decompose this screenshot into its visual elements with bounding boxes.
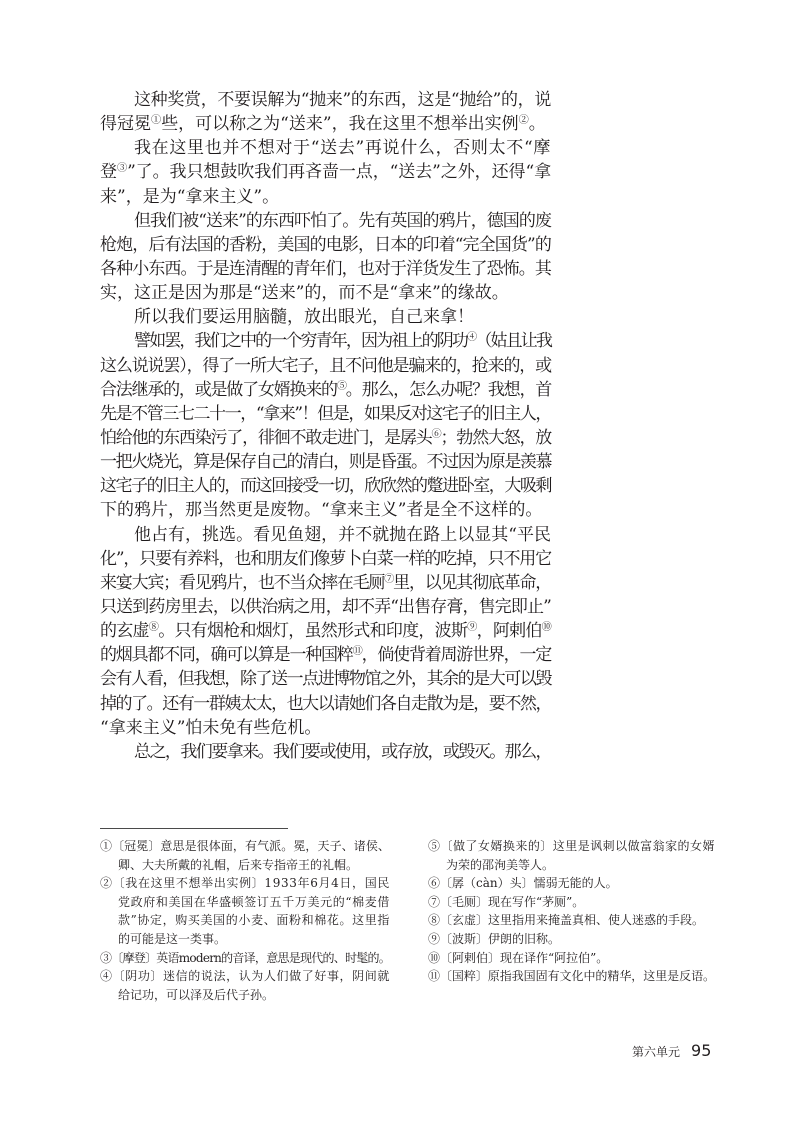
footnote-line: 为荣的邵洵美等人。 [446, 857, 555, 872]
footnote [428, 967, 715, 986]
text-line: 这么说说罢），得了一所大宅子，且不问他是骗来的，抢来的，或 [100, 355, 551, 376]
text-line: 掉的了。还有一群姨太太，也大以请她们各自走散为是，要不然， [100, 693, 551, 714]
footnote [100, 967, 390, 1004]
text-line: “拿来主义”怕未免有些危机。 [100, 717, 322, 738]
footnote-ref: ⑩ [541, 621, 552, 633]
paragraph [100, 136, 551, 208]
text-line: 所以我们要运用脑髓，放出眼光，自己来拿！ [134, 307, 474, 328]
footnote-line: ⑥〔孱（càn）头〕懦弱无能的人。 [428, 876, 618, 891]
text-line: 一把火烧光，算是保存自己的清白，则是昏蛋。不过因为原是羡慕 [100, 452, 551, 473]
text-line: 各种小东西。于是连清醒的青年们，也对于洋货发生了恐怖。其 [100, 258, 551, 279]
footnote-ref: ⑥ [431, 428, 441, 440]
footnote-line: 卿、大夫所戴的礼帽，后来专指帝王的礼帽。 [118, 857, 359, 872]
paragraph [100, 305, 551, 329]
page-number: 95 [691, 1041, 712, 1060]
text-line: 实，这正是因为那是“送来”的，而不是“拿来”的缘故。 [100, 283, 509, 304]
footnote-ref: ⑦ [384, 573, 394, 585]
text-line: 的烟具都不同，确可以算是一种国粹⑪，倘使背着周游世界，一定 [100, 645, 552, 666]
paragraph [100, 523, 551, 740]
footnote-ref: ③ [116, 163, 128, 175]
text-line: 下的鸦片，那当然更是废物。“拿来主义”者是全不这样的。 [100, 500, 543, 521]
footnote-ref: ⑨ [467, 621, 477, 633]
paragraph [100, 209, 551, 306]
footnote [428, 893, 715, 912]
footnote-line: 党政府和美国在华盛顿签订五千万美元的“棉麦借 [118, 894, 390, 909]
text-line: 他占有，挑选。看见鱼翅，并不就抛在路上以显其“平民 [134, 524, 551, 545]
footnote-line: ⑩〔阿剌伯〕现在译作“阿拉伯”。 [428, 950, 609, 965]
text-line: 这种奖赏，不要误解为“抛来”的东西，这是“抛给”的，说 [134, 90, 551, 110]
text-line: 的玄虚⑧。只有烟枪和烟灯，虽然形式和印度，波斯⑨，阿剌伯⑩ [100, 621, 552, 642]
footnote-line: 给记功，可以泽及后代子孙。 [118, 987, 275, 1002]
footnote [428, 874, 715, 893]
footnote [100, 837, 390, 874]
unit-label: 第六单元 [632, 1045, 681, 1059]
paragraph [100, 88, 551, 136]
footnote [428, 930, 715, 949]
text-line: 得冠冕①些，可以称之为“送来”，我在这里不想举出实例②。 [100, 114, 546, 135]
footnotes-left-column [100, 837, 390, 1004]
footnote-line: ⑨〔波斯〕伊朗的旧称。 [428, 931, 561, 946]
footnote-ref: ⑧ [148, 621, 159, 633]
footnote [428, 911, 715, 930]
footnote-line: ③〔摩登〕英语modern的音译，意思是现代的、时髦的。 [100, 950, 390, 965]
footnote-line: ⑧〔玄虚〕这里指用来掩盖真相、使人迷惑的手段。 [428, 913, 705, 928]
text-line: 先是不管三七二十一，“拿来”！但是，如果反对这宅子的旧主人， [100, 403, 551, 424]
footnote-divider [100, 828, 288, 829]
text-line: 怕给他的东西染污了，徘徊不敢走进门，是孱头⑥；勃然大怒，放 [100, 427, 552, 448]
text-line: 会有人看，但我想，除了送一点进博物馆之外，其余的是大可以毁 [100, 669, 551, 690]
text-line: 来宴大宾；看见鸦片，也不当众摔在毛厕⑦里，以见其彻底革命， [100, 572, 552, 593]
footnote [100, 949, 390, 968]
text-line: 化”，只要有养料，也和朋友们像萝卜白菜一样的吃掉，只不用它 [100, 548, 551, 569]
text-line: 譬如罢，我们之中的一个穷青年，因为祖上的阴功④（姑且让我 [134, 331, 552, 352]
footnote-ref: ④ [467, 332, 476, 344]
footnotes-right-column [428, 837, 715, 986]
text-line: 总之，我们要拿来。我们要或使用，或存放，或毁灭。那么， [134, 741, 551, 762]
footnote-ref: ⑪ [352, 646, 362, 658]
footnote-line: 的可能是这一类事。 [118, 931, 227, 946]
text-line: 这宅子的旧主人的，而这回接受一切，欣欣然的蹩进卧室，大吸剩 [100, 476, 551, 497]
footnote-ref: ① [151, 115, 162, 127]
footnote-ref: ⑤ [336, 380, 346, 392]
page-footer [632, 1041, 711, 1060]
text-line: 登③”了。我只想鼓吹我们再吝啬一点，“送去”之外，还得“拿 [100, 162, 552, 183]
text-line: 我在这里也并不想对于“送去”再说什么，否则太不“摩 [134, 138, 551, 159]
text-line: 但我们被“送来”的东西吓怕了。先有英国的鸦片，德国的废 [134, 210, 551, 231]
footnote-line: ⑦〔毛厕〕现在写作“茅厕”。 [428, 894, 585, 909]
footnote-line: ①〔冠冕〕意思是很体面，有气派。冕，天子、诸侯、 [100, 839, 390, 853]
footnote-line: 款”协定，购买美国的小麦、面粉和棉花。这里指 [118, 913, 390, 928]
footnote [428, 949, 715, 968]
footnote-line: ⑪〔国粹〕原指我国固有文化中的精华，这里是反语。 [428, 969, 715, 984]
footnote-line: ⑤〔做了女婿换来的〕这里是讽刺以做富翁家的女婿 [428, 839, 715, 853]
body-text [100, 88, 551, 764]
paragraph [100, 329, 551, 522]
text-line: 只送到药房里去，以供治病之用，却不弄“出售存膏，售完即止” [100, 596, 551, 617]
footnote [428, 837, 715, 874]
footnote-ref: ② [518, 115, 529, 127]
footnote-line: ②〔我在这里不想举出实例〕1933年6月4日，国民 [100, 876, 390, 891]
text-line: 枪炮，后有法国的香粉，美国的电影，日本的印着“完全国货”的 [100, 234, 551, 255]
footnote [100, 874, 390, 948]
footnote-line: ④〔阴功〕迷信的说法，认为人们做了好事，阴间就 [100, 969, 390, 984]
paragraph [100, 740, 551, 764]
text-line: 合法继承的，或是做了女婿换来的⑤。那么，怎么办呢？我想，首 [100, 379, 552, 400]
text-line: 来”，是为“拿来主义”。 [100, 186, 280, 207]
